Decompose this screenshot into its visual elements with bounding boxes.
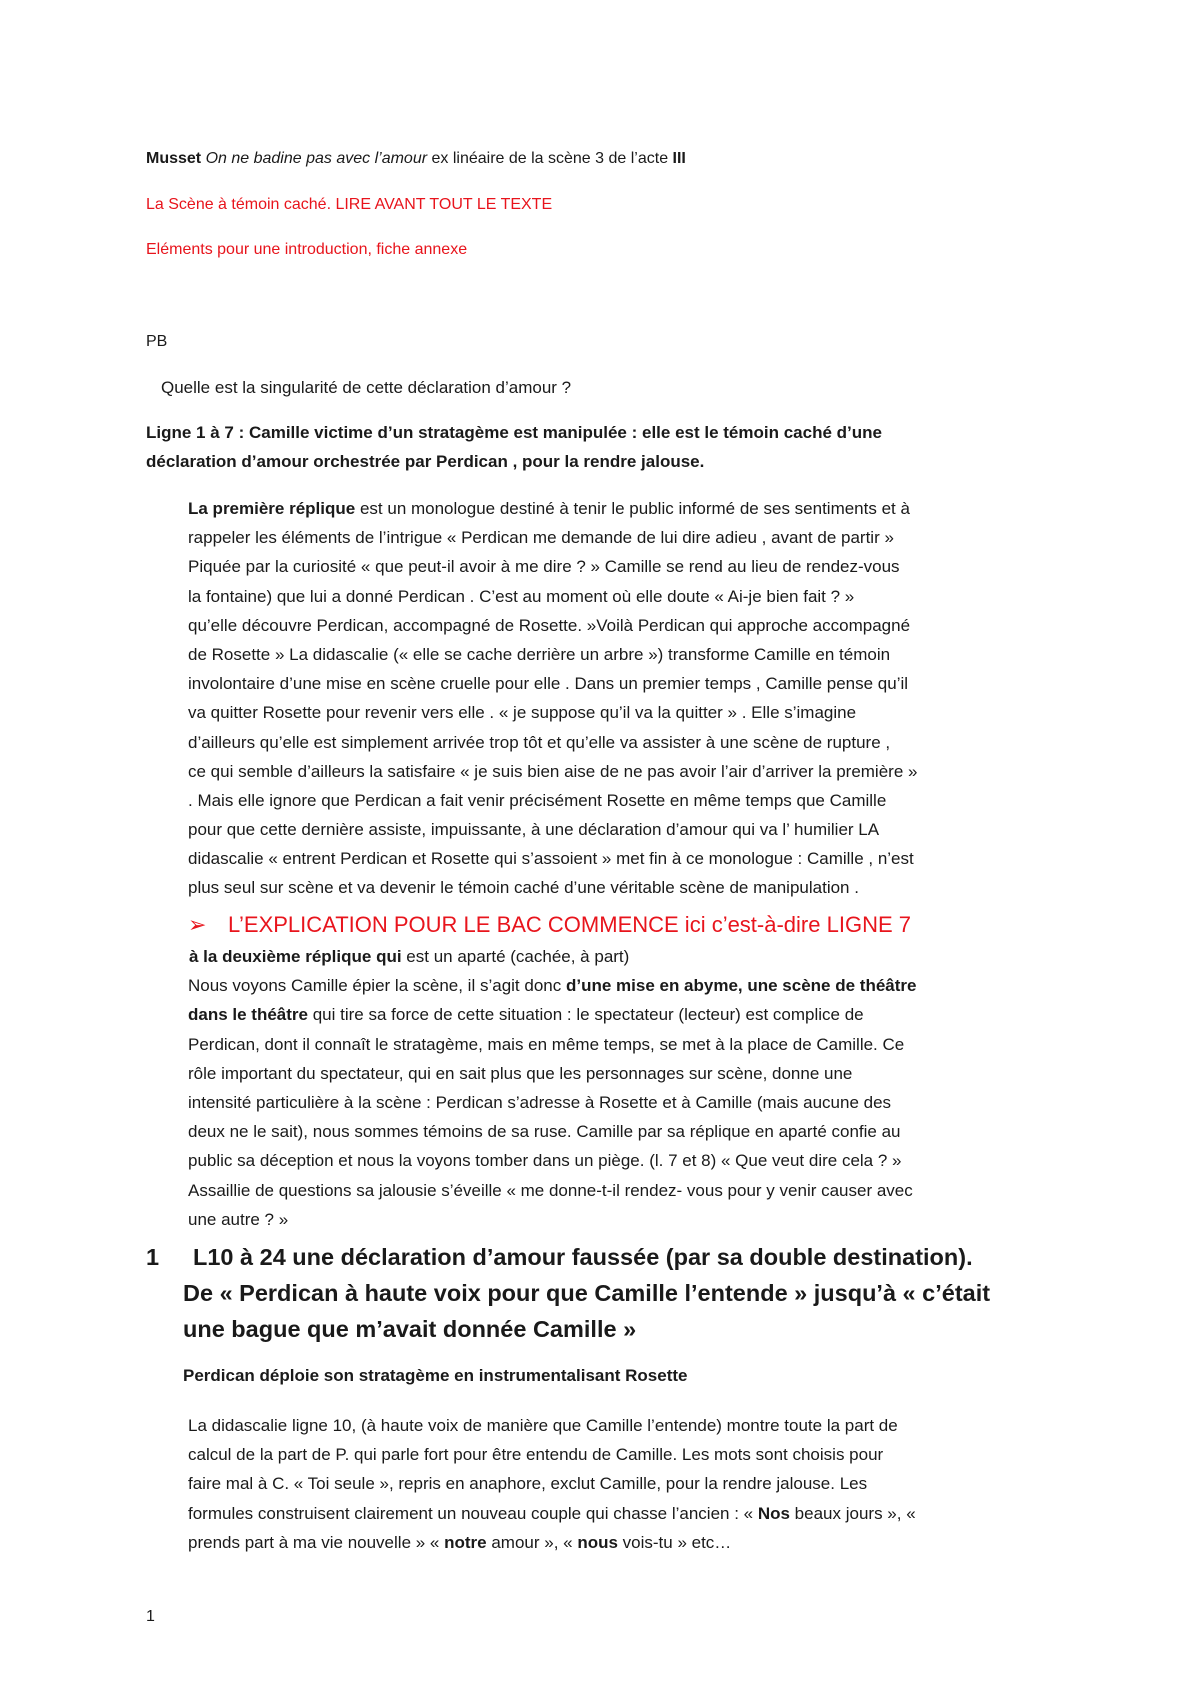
paragraph-line: intensité particulière à la scène : Perdican s’adresse à Rosette et à Camille (mais aucune des (188, 1092, 892, 1112)
nos-emphasis: Nos (757, 1503, 790, 1523)
paragraph-line: public sa déception et nous la voyons tomber dans un piège. (l. 7 et 8) « Que veut dire cela ? » (188, 1151, 902, 1171)
paragraph-line (188, 1000, 1118, 1029)
work-title: On ne badine pas avec l’amour (205, 150, 428, 167)
notre-emphasis: notre (444, 1532, 487, 1552)
pb-label: PB (146, 333, 168, 350)
paragraph-line: plus seul sur scène et va devenir le témoin caché d’une véritable scène de manipulation . (188, 878, 859, 898)
section1-paragraph (188, 494, 1118, 903)
section3-heading-line3: une bague que m’avait donnée Camille » (183, 1316, 637, 1342)
intro-elements-label: Eléments pour une introduction, fiche annexe (146, 241, 468, 258)
paragraph-line: ce qui semble d’ailleurs la satisfaire « je suis bien aise de ne pas avoir l’air d’arriver la première » (188, 761, 918, 781)
paragraph-text: prends part à ma vie nouvelle » « (188, 1532, 445, 1552)
paragraph-text: Nous voyons Camille épier la scène, il s’agit donc (188, 976, 566, 996)
section3-heading-line1: L10 à 24 une déclaration d’amour faussée (par sa double destination). (193, 1244, 973, 1270)
paragraph-text: formules construisent clairement un nouveau couple qui chasse l’ancien : « (188, 1503, 758, 1523)
section3-heading-line2: De « Perdican à haute voix pour que Camille l’entende » jusqu’à « c’était (183, 1280, 991, 1306)
paragraph-line: . Mais elle ignore que Perdican a fait venir précisément Rosette en même temps que Camille (188, 790, 887, 810)
section3-subheading: Perdican déploie son stratagème en instrumentalisant Rosette (183, 1366, 688, 1385)
paragraph-line (188, 1499, 1118, 1528)
paragraph-line: va quitter Rosette pour revenir vers elle . « je suppose qu’il va la quitter » . Elle s’imagine (188, 703, 857, 723)
doc-header (146, 150, 686, 168)
paragraph-line: La didascalie ligne 10, (à haute voix de manière que Camille l’entende) montre toute la part de (188, 1416, 898, 1435)
scene-label: La Scène à témoin caché. LIRE AVANT TOUT LE TEXTE (146, 196, 553, 213)
paragraph-line: rôle important du spectateur, qui en sait plus que les personnages sur scène, donne une (188, 1063, 853, 1083)
mise-en-abyme-emphasis: d’une mise en abyme, une scène de théâtre (565, 976, 917, 996)
paragraph-line (188, 1528, 1118, 1557)
paragraph-line: deux ne le sait), nous sommes témoins de sa ruse. Camille par sa réplique en aparté confie au (188, 1122, 901, 1142)
paragraph-line: faire mal à C. « Toi seule », repris en anaphore, exclut Camille, pour la rendre jalouse. Les (188, 1474, 868, 1494)
paragraph-text: vois-tu » etc… (617, 1532, 732, 1552)
nous-emphasis: nous (577, 1532, 618, 1552)
problem-question: Quelle est la singularité de cette déclaration d’amour ? (161, 378, 572, 397)
author-name: Musset (146, 150, 202, 167)
section3-paragraph (188, 1411, 1118, 1557)
paragraph-line: qu’elle découvre Perdican, accompagné de Rosette. »Voilà Perdican qui approche accompagné (188, 615, 911, 635)
paragraph-line: rappeler les éléments de l’intrigue « Perdican me demande de lui dire adieu , avant de partir » (188, 528, 894, 548)
paragraph-text: est un aparté (cachée, à part) (401, 947, 630, 966)
paragraph-line: calcul de la part de P. qui parle fort pour être entendu de Camille. Les mots sont choisis pour (188, 1445, 884, 1465)
paragraph-line: Perdican, dont il connaît le stratagème, mais en même temps, se met à la place de Camille. Ce (188, 1034, 905, 1054)
first-reply-label: La première réplique (188, 499, 356, 518)
paragraph-line: de Rosette » La didascalie (« elle se cache derrière un arbre ») transforme Camille en témoin (188, 644, 891, 664)
second-reply-label: à la deuxième réplique qui (189, 947, 402, 966)
paragraph-line: d’ailleurs qu’elle est simplement arrivée trop tôt et qu’elle va assister à une scène de rupture , (188, 732, 891, 752)
section3-number: 1 (146, 1244, 160, 1270)
bac-callout-text: L’EXPLICATION POUR LE BAC COMMENCE ici c’est-à-dire LIGNE 7 (228, 912, 911, 937)
bac-callout (188, 912, 911, 938)
paragraph-line: didascalie « entrent Perdican et Rosette qui s’assoient » met fin à ce monologue : Camille , n’est (188, 849, 914, 869)
paragraph-text: amour », « (486, 1532, 578, 1552)
paragraph-line: la fontaine) que lui a donné Perdican . C’est au moment où elle doute « Ai-je bien fait ? » (188, 586, 855, 606)
paragraph-line (188, 971, 1118, 1000)
paragraph-line (188, 942, 1118, 971)
paragraph-line: pour que cette dernière assiste, impuissante, à une déclaration d’amour qui va l’ humilier LA (188, 820, 880, 840)
paragraph-line: une autre ? » (188, 1209, 289, 1229)
theatre-emphasis: dans le théâtre (188, 1005, 308, 1025)
paragraph-line: Assaillie de questions sa jalousie s’éveille « me donne-t-il rendez- vous pour y venir causer avec (188, 1180, 913, 1200)
paragraph-text: qui tire sa force de cette situation : le spectateur (lecteur) est complice de (308, 1005, 864, 1025)
section2-paragraph (188, 942, 1118, 1234)
paragraph-text: beaux jours », « (789, 1503, 916, 1523)
section1-heading-line2: déclaration d’amour orchestrée par Perdican , pour la rendre jalouse. (146, 452, 705, 471)
paragraph-line: involontaire d’une mise en scène cruelle pour elle . Dans un premier temps , Camille pense qu’il (188, 674, 909, 694)
act-number: III (672, 150, 686, 167)
paragraph-line: Piquée par la curiosité « que peut-il avoir à me dire ? » Camille se rend au lieu de rendez-vous (188, 557, 900, 577)
page-number: 1 (146, 1608, 155, 1625)
paragraph-line (188, 494, 1118, 523)
arrow-bullet-icon: ➢ (188, 912, 207, 937)
header-subtitle: ex linéaire de la scène 3 de l’acte (427, 150, 673, 167)
paragraph-text: est un monologue destiné à tenir le public informé de ses sentiments et à (355, 499, 910, 518)
section1-heading-line1: Ligne 1 à 7 : Camille victime d’un stratagème est manipulée : elle est le témoin caché d’une (146, 423, 882, 442)
